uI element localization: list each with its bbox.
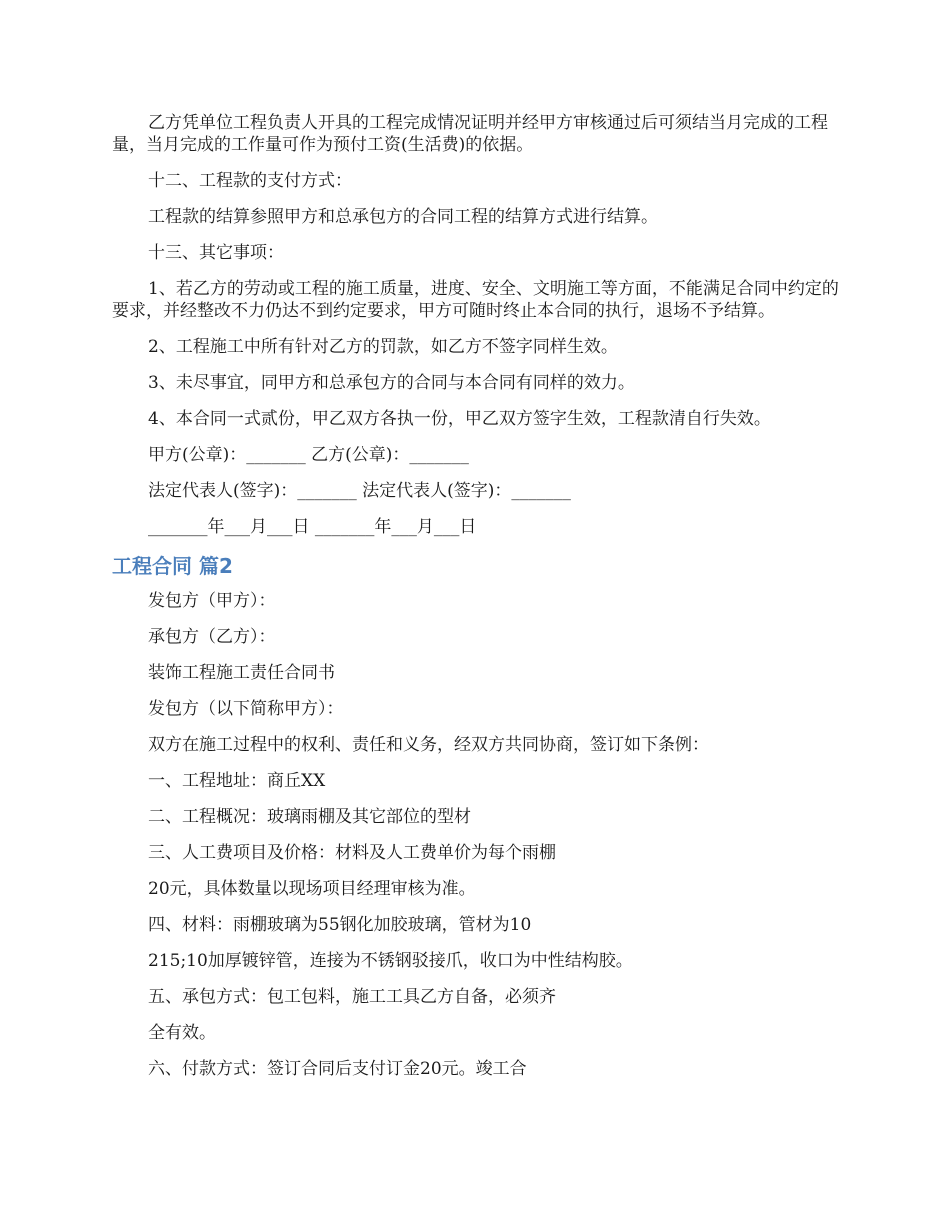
- paragraph: 215;10加厚镀锌管，连接为不锈钢驳接爪，收口为中性结构胶。: [148, 951, 633, 971]
- section-heading: 工程合同 篇2: [112, 554, 233, 578]
- paragraph: 四、材料：雨棚玻璃为55钢化加胶玻璃，管材为10: [148, 915, 532, 935]
- paragraph: 3、未尽事宜，同甲方和总承包方的合同与本合同有同样的效力。: [148, 373, 635, 393]
- signature-line-representative: 法定代表人(签字)：_______ 法定代表人(签字)：_______: [148, 481, 571, 501]
- paragraph: 工程款的结算参照甲方和总承包方的合同工程的结算方式进行结算。: [148, 207, 658, 227]
- signature-line-date: _______年___月___日 _______年___月___日: [148, 517, 477, 537]
- paragraph: 十三、其它事项：: [148, 243, 284, 263]
- paragraph: 全有效。: [148, 1023, 216, 1043]
- paragraph: 20元，具体数量以现场项目经理审核为准。: [148, 879, 476, 899]
- paragraph: 一、工程地址：商丘XX: [148, 771, 326, 791]
- paragraph: 五、承包方式：包工包料，施工工具乙方自备，必须齐: [148, 987, 556, 1007]
- paragraph: 装饰工程施工责任合同书: [148, 663, 335, 683]
- paragraph: 2、工程施工中所有针对乙方的罚款，如乙方不签字同样生效。: [148, 337, 618, 357]
- paragraph: 二、工程概况：玻璃雨棚及其它部位的型材: [148, 807, 471, 827]
- paragraph: 乙方凭单位工程负责人开具的工程完成情况证明并经甲方审核通过后可须结当月完成的工程量，当月完成的工作量可作为预付工资(生活费)的依据。: [112, 113, 828, 155]
- paragraph: 发包方（以下简称甲方）：: [148, 699, 344, 719]
- signature-line-seal: 甲方(公章)：_______ 乙方(公章)：_______: [148, 445, 469, 465]
- paragraph: 十二、工程款的支付方式：: [148, 171, 352, 191]
- paragraph: 承包方（乙方）：: [148, 627, 276, 647]
- paragraph: 三、人工费项目及价格：材料及人工费单价为每个雨棚: [148, 843, 556, 863]
- paragraph: 发包方（甲方）：: [148, 591, 276, 611]
- document-page: [112, 112, 840, 1080]
- paragraph: 双方在施工过程中的权利、责任和义务，经双方共同协商，签订如下条例：: [148, 735, 709, 755]
- paragraph: 六、付款方式：签订合同后支付订金20元。竣工合: [148, 1059, 527, 1079]
- paragraph: 4、本合同一式贰份，甲乙双方各执一份，甲乙双方签字生效，工程款清自行失效。: [148, 409, 771, 429]
- paragraph: 1、若乙方的劳动或工程的施工质量，进度、安全、文明施工等方面，不能满足合同中约定的要求，并经整改不力仍达不到约定要求，甲方可随时终止本合同的执行，退场不予结算。: [112, 279, 839, 321]
